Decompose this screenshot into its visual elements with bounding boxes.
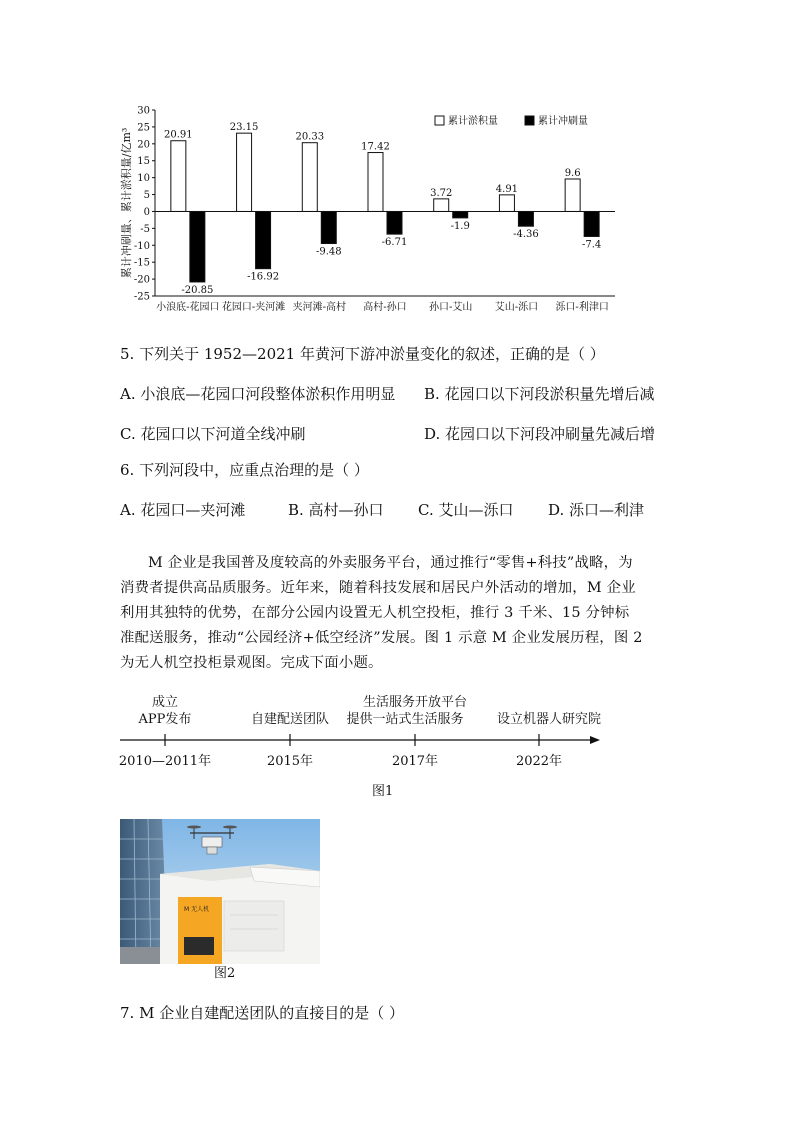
y-axis-label: 累计冲刷量、累计淤积量/亿m³ [120,127,133,279]
timeline-event-label: 自建配送团队 [250,712,330,727]
timeline-year: 2010—2011年 [118,754,212,769]
bar-erosion [190,211,205,282]
legend-label: 累计冲刷量 [538,116,588,127]
timeline-event-label: APP发布 [138,712,192,727]
category-label: 高村-孙口 [363,302,407,313]
question-7-stem: 7. M 企业自建配送团队的直接目的是（ ） [120,1004,404,1022]
y-tick-label: 20 [137,139,150,151]
bar-erosion [256,211,271,268]
bar-erosion [453,211,468,217]
question-6-option-a: A. 花园口—夹河滩 [120,501,246,519]
y-tick-label: -20 [133,274,150,286]
y-tick-label: -5 [140,223,150,235]
passage-line: 消费者提供高品质服务。近年来，随着科技发展和居民户外活动的增加，M 企业 [120,580,636,596]
timeline-year: 2015年 [266,754,314,769]
data-label: -20.85 [181,284,214,296]
category-label: 孙口-艾山 [429,302,473,313]
data-label: -1.9 [450,220,470,232]
y-tick-label: -15 [133,257,150,269]
figure-1-caption: 图1 [372,784,394,799]
bar-erosion [387,211,402,234]
question-5-option-c: C. 花园口以下河道全线冲刷 [120,425,306,443]
data-label: -4.36 [513,229,539,241]
category-label: 夹河滩-高村 [292,302,346,313]
data-label: 20.33 [295,131,325,143]
figure-2-caption: 图2 [214,966,236,981]
y-tick-label: 0 [143,206,150,218]
y-tick-label: -10 [133,240,150,252]
y-tick-label: 15 [137,156,150,168]
bar-deposition [368,153,383,212]
y-tick-label: 25 [137,122,150,134]
passage-line: 准配送服务，推动“公园经济+低空经济”发展。图 1 示意 M 企业发展历程，图 2 [120,630,643,646]
drone-locker [160,864,320,964]
question-5-option-a: A. 小浪底—花园口河段整体淤积作用明显 [120,385,396,403]
timeline-arrow-icon [590,736,600,744]
passage [120,551,680,676]
data-label: 9.6 [564,167,581,179]
question-6-option-c: C. 艾山—泺口 [418,501,514,519]
category-label: 花园口-夹河滩 [221,302,286,313]
question-5-option-b: B. 花园口以下河段淤积量先增后减 [424,385,655,403]
data-label: -9.48 [315,246,342,258]
locker-sign: M 无人机 [184,906,210,913]
data-label: 20.91 [164,129,193,141]
question-6-option-d: D. 泺口—利津 [548,501,645,519]
legend-swatch-deposition [435,116,444,125]
bar-deposition [434,199,449,212]
timeline-year: 2017年 [391,754,439,769]
passage-line: M 企业是我国普及度较高的外卖服务平台，通过推行“零售+科技”战略，为 [148,555,633,571]
y-tick-label: 10 [137,173,150,185]
category-label: 艾山-泺口 [494,302,539,313]
timeline-figure [115,690,615,780]
data-label: 23.15 [229,122,259,134]
y-tick-label: 5 [143,190,150,202]
bar-deposition [302,143,317,212]
timeline-event-label: 成立 [151,695,179,710]
passage-line: 为无人机空投柜景观图。完成下面小题。 [120,655,383,671]
y-tick-label: 30 [137,105,150,117]
data-label: 17.42 [361,141,390,153]
bar-erosion [518,211,533,226]
timeline-event-label: 提供一站式生活服务 [346,712,464,727]
timeline-event-label: 设立机器人研究院 [496,712,602,727]
bar-deposition [171,141,186,212]
timeline-event-label: 生活服务开放平台 [362,695,468,710]
legend-label: 累计淤积量 [448,116,498,127]
drone-locker-photo [120,819,320,964]
passage-line: 利用其独特的优势，在部分公园内设置无人机空投柜，推行 3 千米、15 分钟标 [120,605,630,621]
data-label: -16.92 [247,271,280,283]
legend-swatch-erosion [525,116,534,125]
data-label: 3.72 [430,187,453,199]
timeline-year: 2022年 [515,754,563,769]
question-5-stem: 5. 下列关于 1952—2021 年黄河下游冲淤量变化的叙述，正确的是（ ） [120,345,605,363]
bar-erosion [321,211,336,243]
data-label: -6.71 [381,237,408,249]
question-5-option-d: D. 花园口以下河段冲刷量先减后增 [424,425,656,443]
bar-erosion [584,211,599,236]
bar-deposition [565,179,580,211]
category-label: 小浪底-花园口 [156,302,220,313]
question-6-option-b: B. 高村—孙口 [288,501,384,519]
bar-deposition [499,195,514,212]
category-label: 泺口-利津口 [555,302,609,313]
y-tick-label: -25 [133,291,150,303]
data-label: -7.4 [581,239,602,251]
data-label: 4.91 [495,183,519,195]
bar-deposition [237,133,252,211]
bar-chart [110,100,630,320]
question-6-stem: 6. 下列河段中，应重点治理的是（ ） [120,461,369,479]
